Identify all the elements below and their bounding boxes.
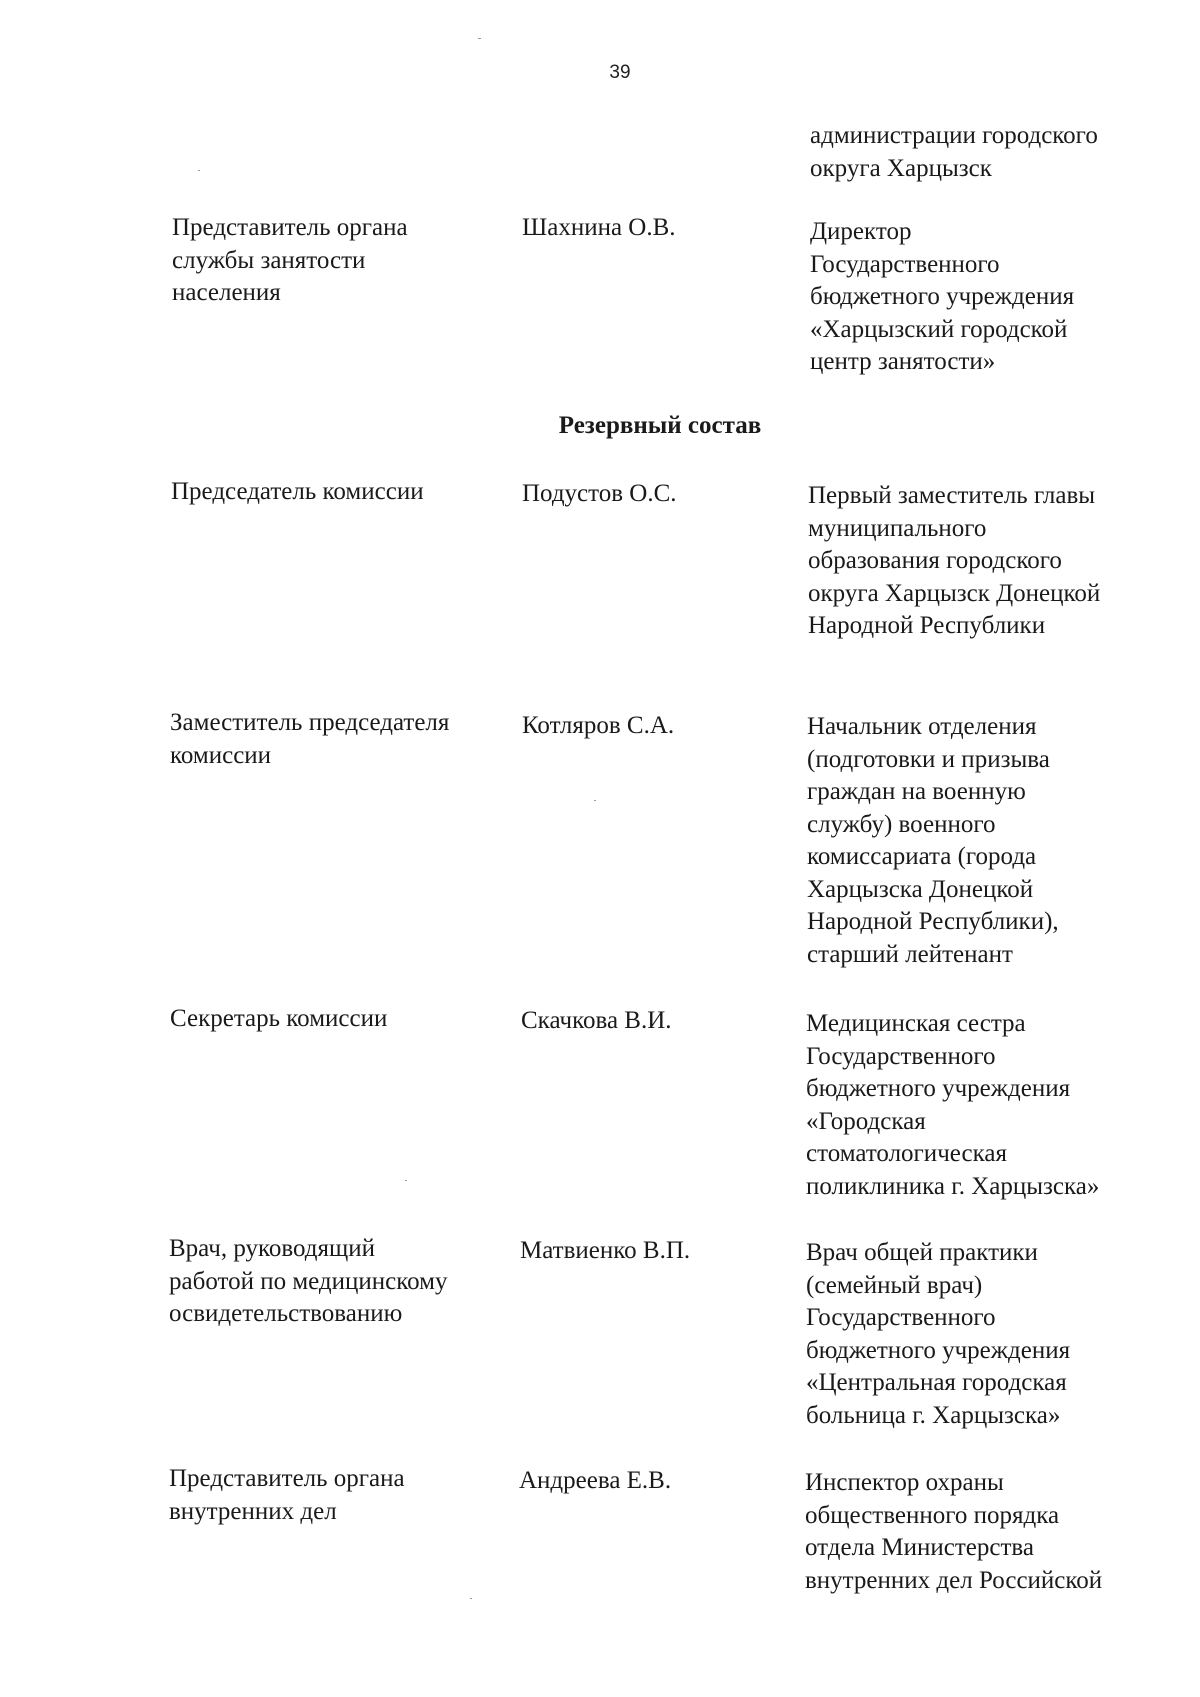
- member-name: Скачкова В.И.: [521, 1007, 672, 1034]
- member-position: Медицинская сестра Государственного бюджетного учреждения «Городская стоматологическая поликлиника г. Харцызска»: [806, 1010, 1100, 1200]
- member-position: Врач общей практики (семейный врач) Государственного бюджетного учреждения «Центральная городская больница г. Харцызска»: [806, 1239, 1071, 1429]
- position-continuation: администрации городского округа Харцызск: [810, 122, 1098, 182]
- scan-speck: [478, 38, 481, 39]
- section-heading: Резервный состав: [558, 412, 762, 439]
- member-position: Директор Государственного бюджетного учреждения «Харцызский городской центр занятости»: [810, 218, 1075, 375]
- page-number: 39: [609, 62, 631, 83]
- scan-speck: [594, 800, 596, 801]
- member-role: Председатель комиссии: [171, 478, 424, 505]
- member-role: Представитель органа внутренних дел: [169, 1465, 405, 1525]
- member-role: Врач, руководящий работой по медицинскому освидетельствованию: [169, 1235, 448, 1327]
- member-name: Шахнина О.В.: [522, 214, 676, 241]
- member-name: Котляров С.А.: [522, 712, 675, 739]
- member-name: Андреева Е.В.: [519, 1467, 672, 1494]
- member-name: Подустов О.С.: [522, 480, 677, 507]
- scan-speck: [198, 170, 200, 171]
- member-role: Секретарь комиссии: [170, 1005, 388, 1032]
- member-name: Матвиенко В.П.: [520, 1237, 691, 1264]
- member-position: Инспектор охраны общественного порядка отдела Министерства внутренних дел Российской: [805, 1469, 1103, 1594]
- member-position: Начальник отделения (подготовки и призыва граждан на военную службу) военного комиссариата (города Харцызска Донецкой Народной Республики), старший лейтенант: [807, 713, 1059, 968]
- member-position: Первый заместитель главы муниципального образования городского округа Харцызск Донецкой Народной Республики: [808, 482, 1101, 639]
- scan-speck: [470, 1598, 472, 1599]
- member-role: Заместитель председателя комиссии: [170, 709, 450, 769]
- member-role: Представитель органа службы занятости населения: [172, 214, 408, 306]
- scan-speck: [405, 1180, 407, 1181]
